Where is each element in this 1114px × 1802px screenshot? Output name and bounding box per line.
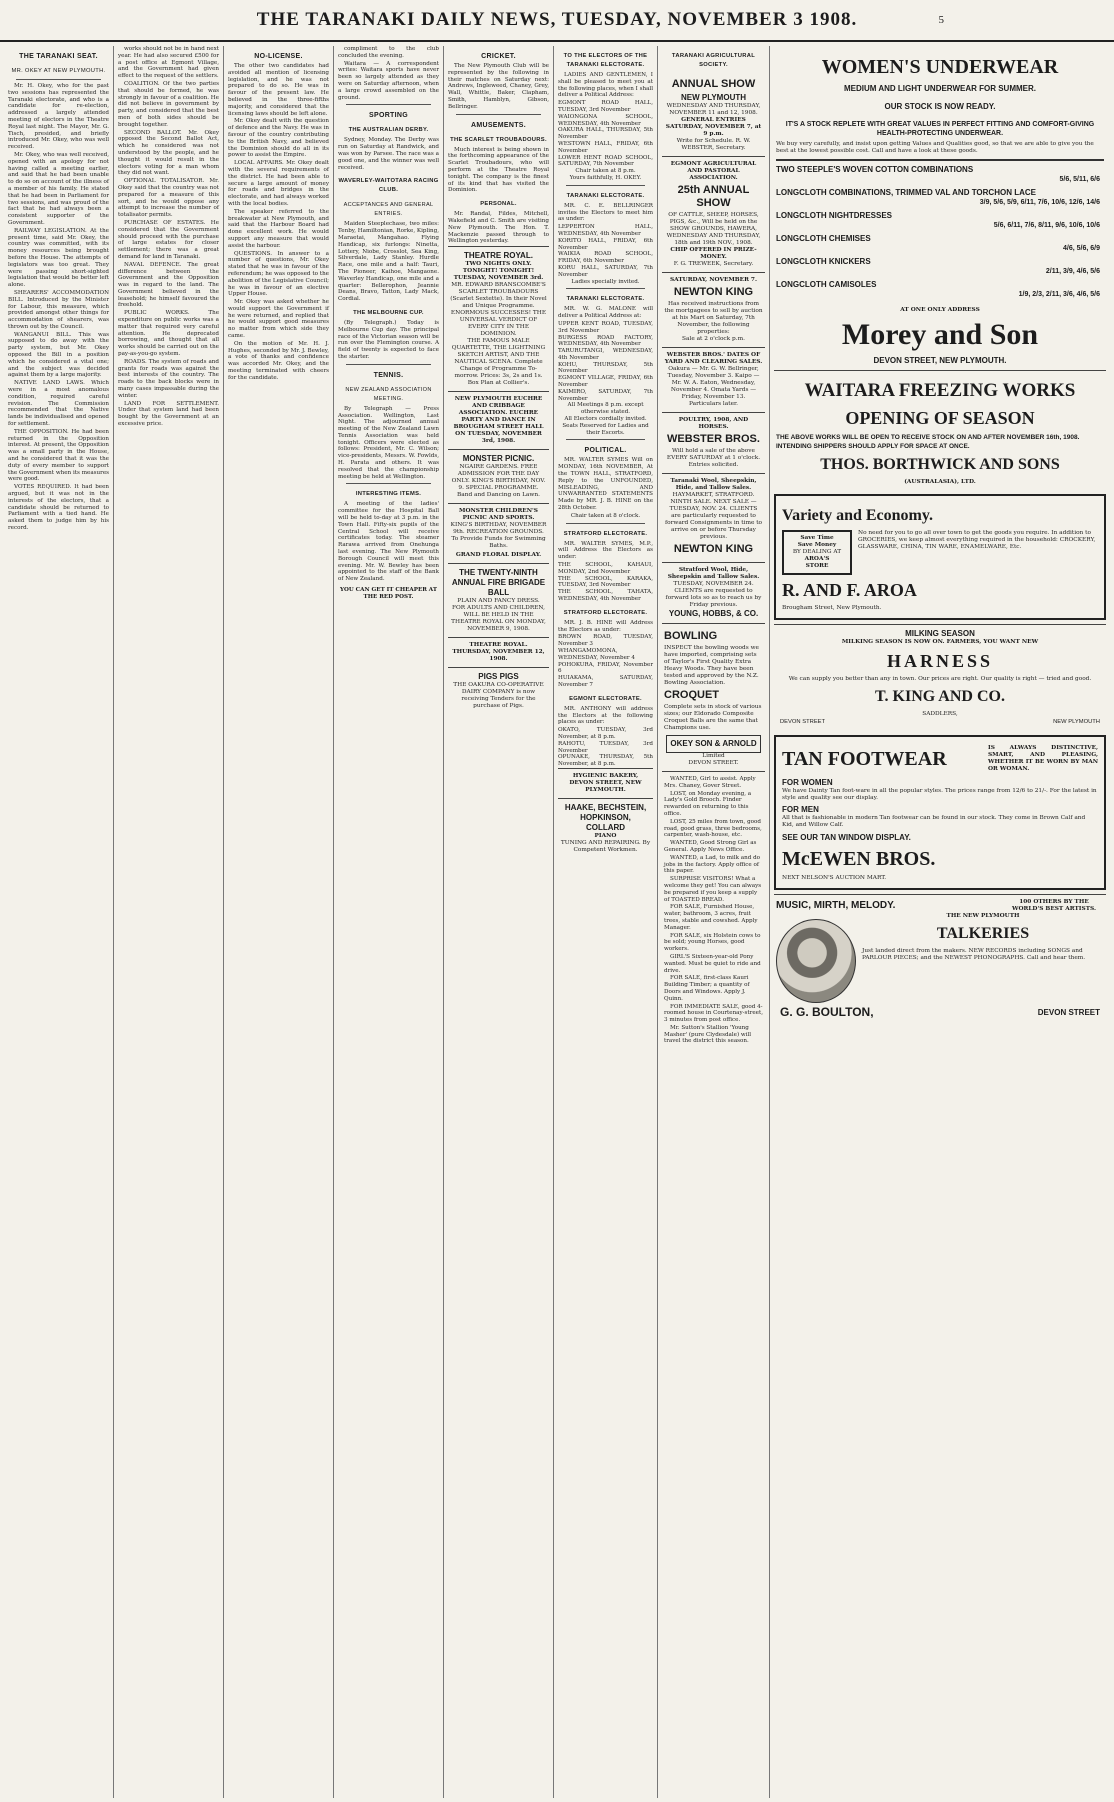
fire-brigade-ad — [448, 563, 549, 637]
show-place: NEW PLYMOUTH — [680, 93, 747, 102]
wool-text: HAYMARKET, STRATFORD. NINTH SALE. NEXT SALE — TUESDAY, NOV. 24. CLIENTS are particularly requested to forward Consignments in time to arrive on or before Thursday previous. — [664, 492, 763, 540]
newspaper-title: THE TARANAKI DAILY NEWS, TUESDAY, NOVEMBER 3 1908. — [256, 9, 858, 30]
for-men: FOR MEN — [782, 805, 819, 814]
men-text: All that is fashionable in modern Tan footwear can be found in our stock. They come in Brown Calf and Kid, and Willow Calf. — [782, 815, 1086, 828]
boulton-name: G. G. BOULTON, — [780, 1005, 874, 1019]
boulton-row — [776, 1005, 1104, 1020]
meeting-item: LEPPERTON HALL, WEDNESDAY, 4th November — [558, 224, 653, 237]
womens-sub: MEDIUM AND LIGHT UNDERWEAR FOR SUMMER. — [844, 84, 1036, 93]
variety-left-line: Save Time — [800, 535, 834, 541]
paragraph: The speaker referred to the breakwater at New Plymouth, and said that the Harbour Board had done excellent work. He would support any measure that would assist the harbour. — [228, 208, 329, 249]
divider — [16, 79, 101, 80]
music-right: 100 OTHERS BY THE WORLD'S BEST ARTISTS. — [1011, 899, 1097, 912]
theatre-title: THEATRE ROYAL. — [464, 251, 533, 261]
paragraph: PUBLIC WORKS. The expenditure on public works was a matter that required very careful attention. He deprecated borrowing, and thought that all works should be carried out on the pay-as-you-go system. — [118, 310, 219, 358]
tan-footwear-ad — [774, 735, 1106, 890]
cotton-heading: TWO STEEPLE'S WOVEN COTTON COMBINATIONS — [776, 165, 974, 174]
harness-title: HARNESS — [886, 651, 994, 671]
paragraph: COALITION. Of the two parties that should be formed, he was strongly in favour of a coalition. He did not believe in government by party, and considered that the best men of both sides should be brought together. — [118, 80, 219, 128]
meeting-list — [558, 224, 653, 278]
piano-ad — [558, 798, 653, 858]
webster-poultry-ad — [662, 412, 765, 473]
melbourne-heading: THE MELBOURNE CUP. — [353, 309, 424, 316]
masthead — [0, 0, 1114, 42]
meeting-item: POHOKURA, FRIDAY, November 6 — [558, 661, 653, 675]
show-dates: WEDNESDAY AND THURSDAY, NOVEMBER 11 and 12, 1908. — [666, 103, 761, 116]
pigs-ad — [448, 667, 549, 714]
meeting-item: HUIAKAMA, SATURDAY, November 7 — [558, 675, 653, 688]
divider — [346, 483, 431, 484]
devon-street: DEVON STREET. — [688, 760, 739, 766]
meeting-item: WESTOWN HALL, FRIDAY, 6th November — [558, 140, 653, 154]
particulars: Particulars later. — [689, 401, 738, 407]
morey-and-son: Morey and Son — [841, 318, 1039, 351]
borthwick-name: THOS. BORTHWICK AND SONS — [820, 456, 1060, 473]
paragraph: The New Plymouth Club will be represented by the following in their matches on Saturday next: Andrews, Ingleweed, Chaney, Grey, Wall, Whittle, Baker, Clapham, Smith, Hamblyn, Gibson, Bellringer. — [448, 63, 549, 110]
personal-heading: PERSONAL. — [480, 201, 517, 208]
stock-text: IT'S A STOCK REPLETE WITH GREAT VALUES IN PERFECT FITTING AND COMFORT-GIVING HEALTH-PROTECTING UNDERWEAR. — [785, 121, 1095, 137]
egmont-heading: EGMONT ELECTORATE. — [569, 695, 642, 702]
paragraph: ROADS. The system of roads and grants for roads was against the best interests of the country. The roads to the back blocks were in many cases impassable during the winter. — [118, 358, 219, 399]
footer-note: YOU CAN GET IT CHEAPER AT THE RED POST. — [339, 587, 438, 600]
euchre-text: NEW PLYMOUTH EUCHRE AND CRIBBAGE ASSOCIATION. EUCHRE PARTY AND DANCE IN BROUGHAM STREET HALL ON TUESDAY, NOVEMBER 3rd, 1908. — [453, 396, 544, 445]
variety-economy-ad — [774, 494, 1106, 620]
meeting-item: EGMONT ROAD HALL, TUESDAY, 3rd November — [558, 100, 653, 113]
paragraph: QUESTIONS. In answer to a number of questions, Mr. Okey stated that he was in favour of the referendum; he was opposed to the abolition of the Legislative Council; he was in favour of an elective Upper House. — [228, 250, 329, 298]
edison-portrait-image — [776, 919, 856, 1003]
paragraph: SECOND BALLOT. Mr. Okey opposed the Second Ballot Act, which he considered was not understood by the people, and he thought it would result in the electors voting for a man whom they did not want. — [118, 129, 219, 177]
waverley-subheading: ACCEPTANCES AND GENERAL ENTRIES. — [343, 202, 434, 218]
item-name: LONGCLOTH KNICKERS — [776, 257, 871, 266]
hine-heading: STRATFORD ELECTORATE. — [563, 609, 648, 616]
theatre-extra: THE FAMOUS MALE QUARTETTE, THE LIGHTNING SKETCH ARTIST, AND THE NAUTICAL SCENA. Complete Change of Programme To-morrow. Prices: 3s, 2s and 1s. Box Plan at Collier's. — [451, 338, 546, 387]
classified-item: WANTED, a Lad, to milk and do jobs in the factory. Apply office of this paper. — [664, 854, 761, 875]
euchre-ad — [448, 391, 549, 449]
item-prices: 4/6, 5/6, 6/9 — [1063, 245, 1100, 252]
divider — [566, 439, 645, 440]
children-text: KING'S BIRTHDAY, NOVEMBER 9th. RECREATION GROUNDS. To Provide Funds for Swimming Baths. — [450, 522, 547, 550]
paragraph: MR. J. B. HINE will Address the Electors as under: — [558, 619, 653, 633]
sporting-subheading: THE AUSTRALIAN DERBY. — [348, 127, 429, 134]
paragraph: MR. WALTER SYMES, M.P., will Address the Electors as under: — [558, 540, 653, 561]
divider — [566, 523, 645, 524]
paragraph: A meeting of the ladies' committee for the Hospital Ball will be held to-day at 3 p.m. in the Town Hall. Fifty-six pupils of the Central School will receive certificates today. The steamer Rarawa arrived from Onehunga last evening. The New Plymouth Borough Council will meet this evening. Mr. W. Bewley has been appointed to the staff of the Bank of New Zealand. — [338, 501, 439, 583]
paragraph: Mr. Okey was asked whether he would support the Government if he were returned, and replied that he would support good measures no matter from which side they came. — [228, 299, 329, 340]
meeting-item: OPUNAKE, THURSDAY, 5th November, at 8 p.m. — [558, 754, 653, 768]
okey-limited: Limited — [702, 753, 725, 759]
tennis-subheading: NEW ZEALAND ASSOCIATION MEETING. — [345, 386, 432, 402]
women-text: We have Dainty Tan foot-ware in all the popular styles. The prices range from 12/6 to 21/-. For the latest in style and quality see our display. — [782, 788, 1097, 801]
divider — [456, 114, 541, 115]
meeting-item: UPPER KENT ROAD, TUESDAY, 3rd November — [558, 320, 653, 334]
okey-address-heading: TO THE ELECTORS OF THE TARANAKI ELECTORATE. — [563, 53, 648, 68]
page-number: 5 — [938, 14, 944, 26]
paragraph: RAILWAY LEGISLATION. At the present time, said Mr. Okey, the country was committed, with its money resources being brought before the House. The attempts of legislators was too great. They were passing short-sighted legislation that would be better left alone. — [8, 227, 109, 289]
milking-heading: MILKING SEASON — [905, 629, 975, 638]
paragraph: LAND FOR SETTLEMENT. Under that system land had been bought by the Government at an excessive price. — [118, 400, 219, 428]
grand-heading: GRAND FLORAL DISPLAY. — [455, 552, 542, 559]
variety-left-line: Save Money — [797, 542, 837, 548]
paragraph: MR. C. E. BELLRINGER invites the Electors to meet him as under: — [558, 202, 653, 223]
bowling-ad — [662, 623, 765, 771]
variety-left-line: STORE — [805, 563, 829, 569]
fire-heading: THE TWENTY-NINTH ANNUAL FIRE BRIGADE BALL — [451, 568, 546, 598]
opening-season: OPENING OF SEASON — [845, 408, 1035, 428]
show-title: ANNUAL SHOW — [671, 78, 756, 90]
meeting-item: THE SCHOOL, KARAKA, TUESDAY, 3rd November — [558, 575, 653, 589]
stratford-wool-heading: Stratford Wool, Hide, Sheepskin and Tallow Sales. — [667, 567, 760, 580]
newton-text: Has received instructions from the mortgagees to sell by auction at his Mart on Saturday, 7th November, the following properties: — [664, 301, 763, 335]
tan-right: IS ALWAYS DISTINCTIVE, SMART, AND PLEASING, WHETHER IT BE WORN BY MAN OR WOMAN. — [988, 745, 1098, 772]
entries-solicited: Entries solicited. — [688, 462, 739, 468]
opening-text: THE ABOVE WORKS WILL BE OPEN TO RECEIVE STOCK ON AND AFTER NOVEMBER 16th, 1908. INTENDING SHIPPERS SHOULD APPLY FOR SPACE AT ONCE. — [776, 434, 1080, 450]
fire-text: PLAIN AND FANCY DRESS. FOR ADULTS AND CHILDREN, WILL BE HELD IN THE THEATRE ROYAL ON MONDAY, NOVEMBER 9, 1908. — [451, 598, 546, 633]
item-name: LONGCLOTH COMBINATIONS, TRIMMED VAL AND TORCHON LACE — [776, 188, 1036, 197]
ladies-note: Ladies specially invited. — [571, 278, 640, 285]
column-4 — [334, 46, 444, 1798]
bowling-text: INSPECT the bowling woods we have imported, comprising sets of Taylor's First Quality Extra Heavy Woods. They have been tested and approved by the N.Z. Bowling Association. — [664, 645, 759, 686]
talkeries-title: TALKERIES — [936, 925, 1030, 942]
meeting-item: TARURUTANGI, WEDNESDAY, 4th November — [558, 348, 653, 361]
meeting-list — [558, 100, 653, 168]
signoff: Yours faithfully, H. OKEY. — [569, 174, 642, 181]
classified-item: LOST, on Monday evening, a Lady's Gold Brooch. Finder rewarded on returning to this office. — [664, 790, 752, 817]
scarlet-heading: THE SCARLET TROUBADOURS. — [450, 136, 547, 143]
stratford-heading: STRATFORD ELECTORATE. — [563, 530, 648, 537]
tking-addr-right: NEW PLYMOUTH — [1053, 719, 1100, 725]
theatre-ad — [448, 246, 549, 391]
classified-item: FOR SALE, six Holstein cows to be sold; young Horses, good workers. — [664, 932, 761, 953]
prize-money: CHIP OFFERED IN PRIZE-MONEY. — [670, 247, 757, 260]
paragraph: Mr. Okey, who was well received, opened with an apology for not having called a meeting earlier, and said that he had been unable to do so on account of the illness of a member of his family. He stated that he had been in Parliament for two sessions, and was proud of the fact that he had always been a consistent supporter of the Government. — [8, 151, 109, 226]
aroa-address: Brougham Street, New Plymouth. — [782, 605, 882, 611]
meeting-item: KORITO HALL, FRIDAY, 6th November — [558, 237, 653, 251]
piano-label: PIANO — [594, 832, 617, 839]
variety-title: Variety and Economy. — [782, 507, 933, 524]
boulton-address: DEVON STREET — [1037, 1008, 1100, 1017]
variety-left-line: BY DEALING AT — [792, 549, 842, 555]
poultry-heading: POULTRY, 1908, AND HORSES. — [678, 417, 749, 430]
items-heading: INTERESTING ITEMS. — [355, 491, 422, 498]
paragraph: LOCAL AFFAIRS. Mr. Okey dealt with the several requirements of the district. He had been able to secure a large amount of money for roads and bridges in the electorate, and had always worked with the local bodies. — [228, 160, 329, 207]
item-prices: 2/11, 3/9, 4/6, 5/6 — [1045, 268, 1100, 275]
show25-title: 25th ANNUAL SHOW — [677, 184, 750, 209]
meeting-item: OAKURA HALL, THURSDAY, 5th November — [558, 127, 653, 141]
meeting-list — [558, 321, 653, 403]
item-name: LONGCLOTH CHEMISES — [776, 234, 871, 243]
paragraph: SHEARERS' ACCOMMODATION BILL. Introduced by the Minister for Labour, this measure, which provided amongst other things for accommodation of shearers, was thrown out by the Council. — [8, 289, 109, 330]
paragraph: Waitara — A correspondent writes: Waitara sports have never been so largely attended as they were on Saturday afternoon, when a large crowd assembled on the ground. — [338, 60, 439, 101]
waverley-heading: WAVERLEY-WAITOTARA RACING CLUB. — [338, 178, 439, 194]
paragraph: LADIES AND GENTLEMEN, I shall be pleased to meet you at the following places, when I shall deliver a Political Address: — [558, 72, 653, 99]
divider — [346, 364, 431, 365]
meeting-list — [558, 634, 653, 688]
harness-ad — [774, 624, 1106, 731]
malone-note: All Meetings 8 p.m. except otherwise stated. — [567, 402, 644, 416]
meeting-item: THE SCHOOL, KAHAUI, MONDAY, 2nd November — [558, 562, 653, 575]
theatre2-ad — [448, 637, 549, 667]
tking-name: T. KING AND CO. — [875, 688, 1005, 705]
meeting-item: WAIKIA ROAD SCHOOL, FRIDAY, 6th November — [558, 251, 653, 265]
chair-note: Chair taken at 8 o'clock. — [570, 512, 641, 519]
classified-item: WANTED, Girl to assist. Apply Mrs. Chaney, Gover Street. — [664, 776, 756, 789]
stratford-wool-text: TUESDAY, NOVEMBER 24. CLIENTS are requested to forward lots so as to reach us by Friday previous. — [665, 581, 762, 608]
item-name: LONGCLOTH CAMISOLES — [776, 280, 877, 289]
one-address: AT ONE ONLY ADDRESS — [900, 307, 980, 313]
mcewen-name: McEWEN BROS. — [782, 848, 936, 870]
paragraph: Maiden Steeplechase, two miles: Tenby, Hamiltonian, Rorke, Kipling, Maraetai, Mangahao. Flying Handicap, six furlongs: Ninetta, Lottery, Niobe, Crosslot, Sea King, Silverdale, Lady Stanley. Hurdle Race, one mile and a half: Tauri, The Pioneer, Kaihoe, Mangaone. Waverley Handicap, one mile and a quarter: Bellerophon, Jeannie Deans, Bravo, Tatton, Lady Mack, Cordial. — [338, 221, 439, 303]
paragraph: Mr. Okey dealt with the question of defence and the Navy. He was in favour of the country contributing to the British Navy, and believed the Dominion should do all in its power to assist the Empire. — [228, 118, 329, 159]
paragraph: MR. WALTER SYMES Will on MONDAY, 16th NOVEMBER, At the TOWN HALL, STRATFORD, Reply to the UNFOUNDED, MISLEADING, AND UNWARRANTED STATEMENTS Made by MR. J. B. HINE on the 28th October. — [558, 457, 653, 512]
childrens-picnic-ad — [448, 503, 549, 563]
column-3 — [224, 46, 334, 1798]
item-prices: 1/9, 2/3, 2/11, 3/6, 4/6, 5/6 — [1018, 291, 1100, 298]
divider — [566, 185, 645, 186]
classified-item: WANTED, Good Strong Girl as General. Apply News Office. — [664, 840, 757, 853]
cotton-prices: 5/6, 5/11, 6/6 — [1059, 176, 1100, 183]
cricket-heading: CRICKET. — [481, 53, 516, 60]
amusements-heading: AMUSEMENTS. — [470, 121, 527, 129]
stratford-wool-ad — [662, 562, 765, 623]
show-entries: GENERAL ENTRIES SATURDAY, NOVEMBER 7, at 9 p.m. — [665, 117, 762, 137]
stock-ready: OUR STOCK IS NOW READY. — [884, 102, 996, 111]
pigs-heading: PIGS PIGS — [478, 672, 519, 682]
item-prices: 5/6, 6/11, 7/6, 8/11, 9/6, 10/6, 10/6 — [993, 222, 1100, 229]
webster-dates-ad — [662, 347, 765, 412]
paragraph: VOTES REQUIRED. It had been argued, but it was not in the interests of the electors, that a candidate should be returned to Parliament with a tied hand. He asked them to judge him by his record. — [8, 484, 109, 531]
classified-item: FOR SALE, Furnished House, water, bathroom, 3 acres, fruit trees, stable and cowshed. Apply Manager. — [664, 904, 758, 931]
waitara-freezing-ad — [774, 370, 1106, 490]
talkeries-ad — [774, 894, 1106, 1024]
article-heading: THE TARANAKI SEAT. — [19, 53, 98, 60]
annual-show-ad — [662, 72, 765, 156]
harness-text: We can supply you better than any in town. Our prices are right. Our quality is right — tried and good. — [788, 676, 1092, 682]
meeting-item: BROWN ROAD, TUESDAY, November 3 — [558, 634, 653, 648]
croquet-text: Complete sets in stock of various sizes; our Eldorado Composite Croquet Balls are the same that Champions use. — [664, 704, 762, 731]
classified-item: FOR IMMEDIATE SALE, good 4-roomed house in Courtenay-street, 3 minutes from post office. — [664, 1003, 763, 1024]
paragraph: Sydney, Monday. The Derby was run on Saturday at Randwick, and was won by Parsee. The race was a good one, and the winner was well received. — [338, 137, 439, 171]
monster-picnic-ad — [448, 449, 549, 503]
chair-note: Chair taken at 8 p.m. — [575, 168, 636, 175]
paragraph: On the motion of Mr. H. J. Hughes, seconded by Mr. J. Bewley, a vote of thanks and confidence was accorded Mr. Okey, and the meeting terminated with cheers for the candidate. — [228, 340, 329, 381]
milking-text: MILKING SEASON IS NOW ON. FARMERS, YOU WANT NEW — [841, 639, 1039, 645]
children-heading: MONSTER CHILDREN'S PICNIC AND SPORTS. — [459, 508, 538, 522]
malone-heading: TARANAKI ELECTORATE. — [566, 296, 645, 303]
talk-text: Just landed direct from the makers. NEW RECORDS including SONGS and PARLOUR PIECES; and the NEWEST PHONOGRAPHS. Call and hear them. — [862, 948, 1086, 961]
paragraph: Mr. Randal, Fildes, Mitchell, Wakefield and C. Smith are visiting New Plymouth. The Hon. T. Mackenzie passed through to Wellington yesterday. — [448, 211, 549, 245]
divider — [776, 159, 1104, 161]
tking-addr-left: DEVON STREET — [780, 719, 826, 725]
aroa-name: R. AND F. AROA — [782, 580, 917, 600]
show25-text: OF CATTLE, SHEEP, HORSES, PIGS, &c., Will be held on the SHOW GROUNDS, HAWERA, WEDNESDAY AND THURSDAY, 18th and 19th NOV., 1908. — [666, 212, 761, 246]
variety-left-line: AROA'S — [804, 556, 830, 562]
borthwick-sub: (AUSTRALASIA), LTD. — [904, 479, 976, 485]
column-6 — [554, 46, 658, 1798]
meeting-item: EGMONT VILLAGE, FRIDAY, 6th November — [558, 375, 653, 389]
meeting-item: RAHOTU, TUESDAY, 3rd November — [558, 740, 653, 754]
meeting-item: THE SCHOOL, TAHATA, WEDNESDAY, 4th November — [558, 589, 653, 602]
bakery-text: HYGIENIC BAKERY, DEVON STREET, NEW PLYMOUTH. — [569, 772, 642, 793]
column-ads — [770, 46, 1110, 1798]
column-1 — [4, 46, 114, 1798]
classified-item: FOR SALE, first-class Kauri Building Timber; a quantity of Doors and Windows. Apply J. Quinn. — [664, 975, 750, 1002]
paragraph: WANGANUI BILL. This was supposed to do away with the party system, but Mr. Okey opposed the Bill in a position which he considered a vital one; and the subject was decided against them by a large majority. — [8, 331, 109, 379]
monster-heading: MONSTER PICNIC. — [462, 454, 535, 464]
waitara-title: WAITARA FREEZING WORKS — [804, 380, 1076, 401]
meeting-item: OKATO, TUESDAY, 3rd November, at 8 p.m. — [558, 727, 653, 740]
newton-king-ad — [662, 272, 765, 347]
meeting-item: KORU HALL, SATURDAY, 7th November — [558, 264, 653, 278]
classified-item: LOST, 25 miles from town, good road, good grass, three bedrooms, carpenter, wash-house, etc. — [664, 818, 762, 839]
article-heading: NO-LICENSE. — [254, 53, 303, 60]
classified-item: Mr. Sutton's Stallion 'Young Masher' (pure Clydesdale) will travel the district this season. — [664, 1024, 752, 1045]
tan-title: TAN FOOTWEAR — [782, 748, 947, 770]
ag-heading: TARANAKI AGRICULTURAL SOCIETY. — [671, 53, 756, 68]
theatre-sub: TWO NIGHTS ONLY. TONIGHT! TONIGHT! TUESDAY, NOVEMBER 3rd. — [453, 261, 544, 282]
paragraph: Mr. H. Okey, who for the past two sessions has represented the Taranaki electorate, and who is a candidate for re-election, addressed a largely attended meeting of electors in the Theatre Royal last night. The Mayor, Mr. G. Tisch, presided, and briefly introduced Mr. Okey, who was well received. — [8, 83, 109, 151]
show-secretary: Write for Schedule. R. W. WEBSTER, Secretary. — [676, 138, 751, 151]
paragraph: OPTIONAL TOTALISATOR. Mr. Okey said that the country was not prepared for a measure of this sort, and he would oppose any attempt to increase the number of totalisator permits. — [118, 178, 219, 219]
page-columns — [4, 46, 1110, 1798]
divider — [346, 104, 431, 105]
sale-note: Sale at 2 o'clock p.m. — [682, 336, 745, 342]
treweek: F. G. TREWEEK, Secretary. — [673, 261, 754, 267]
paragraph: THE OPPOSITION. He had been returned in the Opposition interest. At present, the Opposition was a small party in the House, and he considered that it was the duty of every member to support the Government when its measures were good. — [8, 428, 109, 483]
bakery-ad — [558, 768, 653, 798]
new-plymouth: THE NEW PLYMOUTH — [946, 913, 1020, 919]
item-name: LONGCLOTH NIGHTDRESSES — [776, 211, 893, 220]
pigs-text: THE OAKURA CO-OPERATIVE DAIRY COMPANY is now receiving Tenders for the purchase of Pigs. — [453, 682, 544, 710]
young-hobbs: YOUNG, HOBBS, & CO. — [668, 609, 759, 618]
webster-bros: WEBSTER BROS. — [667, 433, 760, 445]
newton-date: SATURDAY, NOVEMBER 7. — [669, 277, 757, 283]
tking-address-row — [776, 718, 1104, 727]
womens-underwear-ad — [774, 46, 1106, 370]
stock-small: We buy very carefully, and insist upon getting Values and Qualities good, so that we are able to give you the best at the lowest possible cost. Call and have a look at these goods. — [776, 141, 1094, 154]
bowling-heading: BOWLING — [664, 630, 718, 642]
newton-king-2: NEWTON KING — [673, 543, 754, 555]
classifieds — [662, 771, 765, 1050]
meeting-item: KOHU, THURSDAY, 5th November — [558, 361, 653, 375]
divider — [566, 288, 645, 289]
webster-heading: WEBSTER BROS.' DATES OF YARD AND CLEARING SALES. — [664, 352, 763, 365]
monster-text: NGAIRE GARDENS. FREE ADMISSION FOR THE DAY ONLY. KING'S BIRTHDAY, NOV. 9. SPECIAL PROGRAMME. Band and Dancing on Lawn. — [451, 464, 546, 499]
newton-king: NEWTON KING — [673, 286, 754, 298]
croquet-heading: CROQUET — [664, 689, 719, 701]
music-heading: MUSIC, MIRTH, MELODY. — [776, 900, 896, 911]
paragraph: compliment to the club concluded the evening. — [338, 46, 439, 59]
meeting-item: WAIONGONA SCHOOL, WEDNESDAY, 4th November — [558, 113, 653, 127]
webster-text: Oakura — Mr. G. W. Bellringer, Tuesday, November 3. Kaipo — Mr. W. A. Eaton, Wednesday, November 4. Omata Yards — Friday, November 13. — [667, 366, 760, 400]
webster-auction: Will hold a sale of the above EVERY SATURDAY at 1 o'clock. — [666, 448, 761, 461]
column-7 — [658, 46, 770, 1798]
wool-sales-ad — [662, 473, 765, 562]
tuning-text: TUNING AND REPAIRING. By Competent Workmen. — [560, 839, 651, 853]
meeting-item: KAIMIRO, SATURDAY, 7th November — [558, 388, 653, 402]
paragraph: MR. ANTHONY will address the Electors at the following places as under: — [558, 705, 653, 726]
classified-item: GIRL'S Sixteen-year-old Pony wanted. Must be quiet to ride and drive. — [664, 953, 761, 974]
sporting-heading: SPORTING — [369, 112, 408, 120]
paragraph: Much interest is being shown in the forthcoming appearance of the Scarlet Troubadours, who will perform at the Theatre Royal tonight. The company is the finest of its kind that has visited the Dominion. — [448, 146, 549, 194]
tan-window: SEE OUR TAN WINDOW DISPLAY. — [782, 833, 911, 842]
price-list — [776, 188, 1104, 299]
paragraph: By Telegraph — Press Association. Wellington, Last Night. The adjourned annual meeting of the New Zealand Lawn Tennis Association was held tonight. Officers were elected as follows: President, Mr. C. Wilson; vice-presidents, Messrs. W. Fowlds, H. Parata and others. It was resolved that the championship meeting be held at Wellington. — [338, 405, 439, 480]
piano-brands: HAAKE, BECHSTEIN, HOPKINSON, COLLARD — [564, 802, 647, 832]
meeting-item: WHANGAMOMONA, WEDNESDAY, November 4 — [558, 647, 635, 661]
cordially-note: All Electors cordially invited. Seats Reserved for Ladies and their Escorts. — [562, 416, 649, 436]
for-women: FOR WOMEN — [782, 778, 833, 787]
paragraph: (By Telegraph.) Today is Melbourne Cup day. The principal race of the Victorian season will be run over the Flemington course. A field of twenty is expected to face the starter. — [338, 319, 439, 360]
meeting-list — [558, 562, 653, 603]
paragraph: NAVAL DEFENCE. The great difference between the Government and the Opposition was in regard to the land. The Government believed in the leasehold; he himself favoured the freehold. — [118, 261, 219, 309]
item-prices: 3/9, 5/6, 5/9, 6/11, 7/6, 10/6, 12/6, 14/6 — [979, 199, 1100, 206]
morey-address: DEVON STREET, NEW PLYMOUTH. — [873, 356, 1007, 365]
meeting-item: BURGESS ROAD FACTORY, WEDNESDAY, 4th November — [558, 334, 653, 348]
egmont-show-ad — [662, 156, 765, 272]
article-subheading: MR. OKEY AT NEW PLYMOUTH. — [11, 68, 106, 74]
bellringer-heading: TARANAKI ELECTORATE. — [566, 192, 645, 199]
tennis-heading: TENNIS. — [373, 371, 404, 379]
womens-title: WOMEN'S UNDERWEAR — [821, 56, 1059, 78]
variety-text: No need for you to go all over town to get the goods you require. In addition to GROCERIES, we keep almost everything required in the household: CROCKERY, GLASSWARE, CHINA, TIN WARE, ENAMELWARE, Etc. — [858, 530, 1096, 550]
paragraph: NATIVE LAND LAWS. Which were in a most anomalous condition, required careful revision. The Commission recommended that the Native lands be individualised and opened for settlement. — [8, 380, 109, 428]
classified-item: SURPRISE VISITORS! What a welcome they get! You can always be prepared if you keep a supply of TOASTED BREAD. — [664, 876, 762, 903]
paragraph: MR. W. G. MALONE will deliver a Political Address at: — [558, 306, 653, 320]
column-5 — [444, 46, 554, 1798]
political-heading: POLITICAL. — [584, 447, 627, 455]
paragraph: PURCHASE OF ESTATES. He considered that the Government should proceed with the purchase of large estates for closer settlement; there was a great demand for land in Taranaki. — [118, 219, 219, 260]
theatre-text: MR. EDWARD BRANSCOMBE'S SCARLET TROUBADOURS (Scarlet Sextette). In their Novel and Unique Programme. ENORMOUS SUCCESSES! THE UNIVERSAL VERDICT OF EVERY CITY IN THE DOMINION. — [450, 282, 547, 338]
paragraph: The other two candidates had avoided all mention of licensing legislation, and he was not prepared to do so. He was in favour of the present law. He believed in the three-fifths majority, and considered that the licensing laws should be left alone. — [228, 63, 329, 117]
saddlers: SADDLERS, — [922, 711, 958, 717]
paragraph: works should not be in hand next year. He had also secured £500 for a post office at Egmont Village, and the Government had given effect to the request of the settlers. — [118, 46, 219, 80]
okey-son-arnold: OKEY SON & ARNOLD — [666, 735, 760, 753]
meeting-list — [558, 727, 653, 768]
meeting-item: LOWER HENT ROAD SCHOOL, SATURDAY, 7th November — [558, 154, 653, 168]
mcewen-address: NEXT NELSON'S AUCTION MART. — [782, 875, 887, 881]
variety-left-box — [782, 530, 852, 575]
column-2 — [114, 46, 224, 1798]
wool-heading: Taranaki Wool, Sheepskin, Hide, and Tallow Sales. — [670, 478, 757, 491]
egmont-ag: EGMONT AGRICULTURAL AND PASTORAL ASSOCIATION. — [670, 161, 757, 181]
theatre2-text: THEATRE ROYAL. THURSDAY, NOVEMBER 12, 1908. — [452, 642, 545, 663]
